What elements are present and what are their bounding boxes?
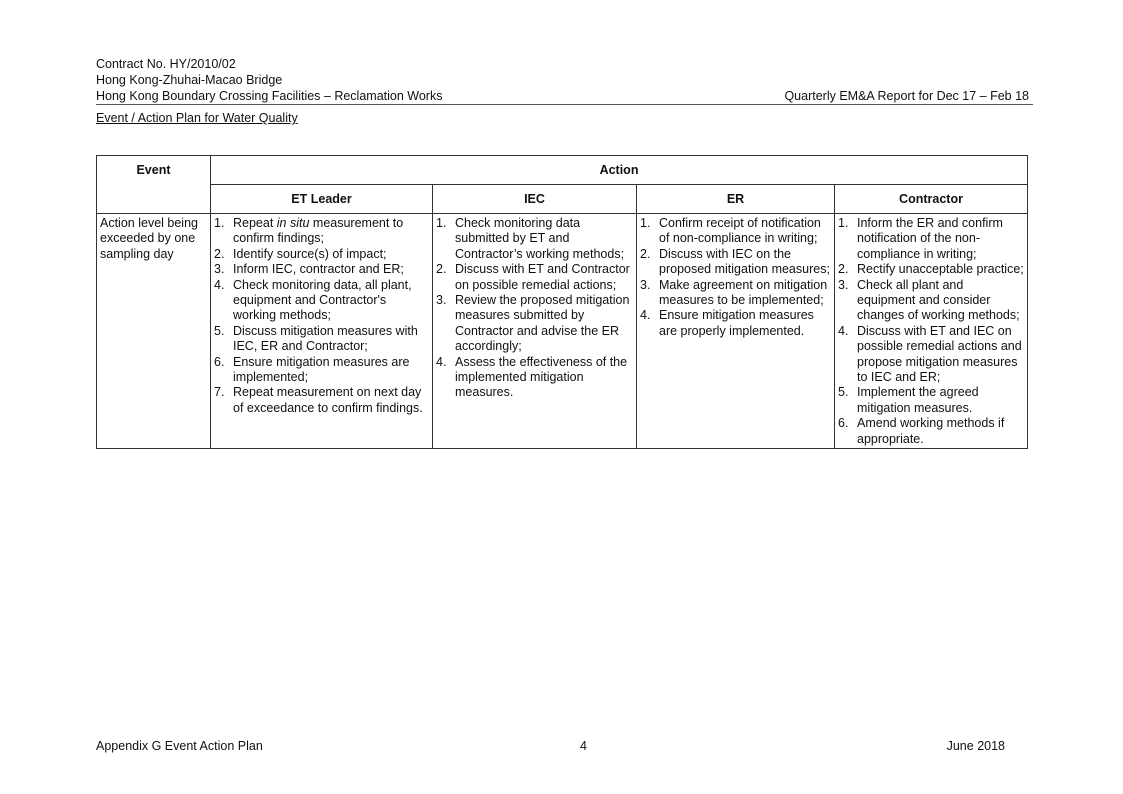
item-text xyxy=(233,324,429,355)
item-text: Discuss with IEC on the proposed mitigation measures; xyxy=(659,246,830,277)
list-item xyxy=(214,262,429,277)
et-leader-actions-cell xyxy=(211,214,433,449)
item-text: Assess the effectiveness of the implemented mitigation measures. xyxy=(455,354,628,400)
header-contract-number: Contract No. HY/2010/02 xyxy=(96,57,236,71)
item-number: 3. xyxy=(436,293,447,308)
item-text: Check monitoring data submitted by ET and Contractor’s working methods; xyxy=(455,216,625,261)
footer-appendix-title: Appendix G Event Action Plan xyxy=(96,739,263,753)
item-number: 7. xyxy=(214,385,225,400)
list-item xyxy=(640,278,831,309)
footer-page-number: 4 xyxy=(580,739,587,753)
action-column-header: Action xyxy=(211,156,1028,185)
item-number: 4. xyxy=(214,277,225,292)
item-number: 2. xyxy=(214,246,225,261)
item-text: Rectify unacceptable practice; xyxy=(857,262,1024,277)
list-item xyxy=(436,355,633,401)
list-item xyxy=(436,216,633,262)
footer-date: June 2018 xyxy=(946,739,1005,753)
list-item xyxy=(214,247,429,262)
item-number: 2. xyxy=(436,262,447,277)
item-text: Implement the agreed mitigation measures. xyxy=(857,385,979,415)
item-number: 2. xyxy=(640,246,651,261)
item-number: 1. xyxy=(640,216,651,230)
list-item xyxy=(436,293,633,355)
item-text: Review the proposed mitigation measures submitted by Contractor and advise the ER accordingly; xyxy=(455,293,630,354)
table-row xyxy=(97,214,1028,449)
item-text-part: Ensure mitigation measures are implemented; xyxy=(233,354,410,385)
contractor-action-list xyxy=(838,216,1024,447)
list-item xyxy=(838,262,1024,277)
list-item xyxy=(214,216,429,247)
item-number: 6. xyxy=(838,416,849,431)
item-text: Confirm receipt of notification of non-compliance in writing; xyxy=(659,216,821,246)
list-item xyxy=(640,216,831,247)
contractor-actions-cell xyxy=(835,214,1028,449)
list-item xyxy=(640,247,831,278)
item-number: 1. xyxy=(436,216,447,230)
iec-column-header: IEC xyxy=(433,185,637,214)
event-column-header: Event xyxy=(97,156,211,214)
list-item xyxy=(838,216,1024,262)
er-action-list xyxy=(640,216,831,339)
item-number: 1. xyxy=(838,216,849,230)
er-column-header: ER xyxy=(637,185,835,214)
item-text xyxy=(233,355,429,386)
item-number: 2. xyxy=(838,262,849,277)
et-leader-action-list xyxy=(214,216,429,416)
list-item xyxy=(640,308,831,339)
item-number: 3. xyxy=(214,262,225,277)
iec-actions-cell xyxy=(433,214,637,449)
list-item xyxy=(214,324,429,355)
er-actions-cell xyxy=(637,214,835,449)
item-number: 4. xyxy=(640,308,651,323)
item-number: 3. xyxy=(640,277,651,292)
iec-action-list xyxy=(436,216,633,401)
item-text: Check all plant and equipment and consider changes of working methods; xyxy=(857,277,1020,323)
header-project-name: Hong Kong-Zhuhai-Macao Bridge xyxy=(96,73,283,87)
item-text-part: Inform IEC, contractor and ER; xyxy=(233,262,404,277)
item-text: Discuss with ET and Contractor on possible remedial actions; xyxy=(455,262,630,292)
list-item xyxy=(838,324,1024,386)
header-report-title: Quarterly EM&A Report for Dec 17 – Feb 18 xyxy=(784,89,1029,103)
item-text-part: Check monitoring data, all plant, equipment and Contractor's working methods; xyxy=(233,277,412,323)
item-number: 5. xyxy=(838,385,849,400)
item-text: Ensure mitigation measures are properly implemented. xyxy=(659,308,814,338)
item-text xyxy=(233,385,429,416)
event-action-table xyxy=(96,155,1028,449)
item-number: 4. xyxy=(838,323,849,338)
et-leader-column-header: ET Leader xyxy=(211,185,433,214)
item-text-emphasis: in situ xyxy=(276,216,310,230)
list-item xyxy=(838,385,1024,416)
list-item xyxy=(436,262,633,293)
table-header-row xyxy=(97,156,1028,185)
item-text-part: Repeat xyxy=(233,216,277,230)
item-number: 4. xyxy=(436,354,447,369)
item-text xyxy=(233,278,429,324)
item-text xyxy=(233,216,429,247)
section-title: Event / Action Plan for Water Quality xyxy=(96,111,298,125)
item-text: Inform the ER and confirm notification of the non-compliance in writing; xyxy=(857,216,1003,261)
item-number: 5. xyxy=(214,323,225,338)
item-text-part: Repeat measurement on next day of exceedance to confirm findings. xyxy=(233,385,423,415)
contractor-column-header: Contractor xyxy=(835,185,1028,214)
list-item xyxy=(838,278,1024,324)
header-works-name: Hong Kong Boundary Crossing Facilities – Reclamation Works xyxy=(96,89,443,103)
item-number: 1. xyxy=(214,216,225,230)
list-item xyxy=(214,278,429,324)
item-text: Amend working methods if appropriate. xyxy=(857,416,1005,446)
table-subheader-row xyxy=(97,185,1028,214)
item-number: 3. xyxy=(838,277,849,292)
item-text xyxy=(233,262,429,277)
item-text-part: measurement to confirm findings; xyxy=(233,216,404,246)
list-item xyxy=(214,355,429,386)
item-text-part: Discuss mitigation measures with IEC, ER and Contractor; xyxy=(233,323,418,354)
item-text xyxy=(233,247,429,262)
list-item xyxy=(838,416,1024,447)
item-text: Discuss with ET and IEC on possible remedial actions and propose mitigation measures to IEC and ER; xyxy=(857,323,1022,385)
item-number: 6. xyxy=(214,354,225,369)
header-divider xyxy=(96,104,1033,105)
item-text-part: Identify source(s) of impact; xyxy=(233,246,387,261)
list-item xyxy=(214,385,429,416)
event-cell: Action level being exceeded by one sampling day xyxy=(97,214,211,449)
item-text: Make agreement on mitigation measures to be implemented; xyxy=(659,277,828,308)
